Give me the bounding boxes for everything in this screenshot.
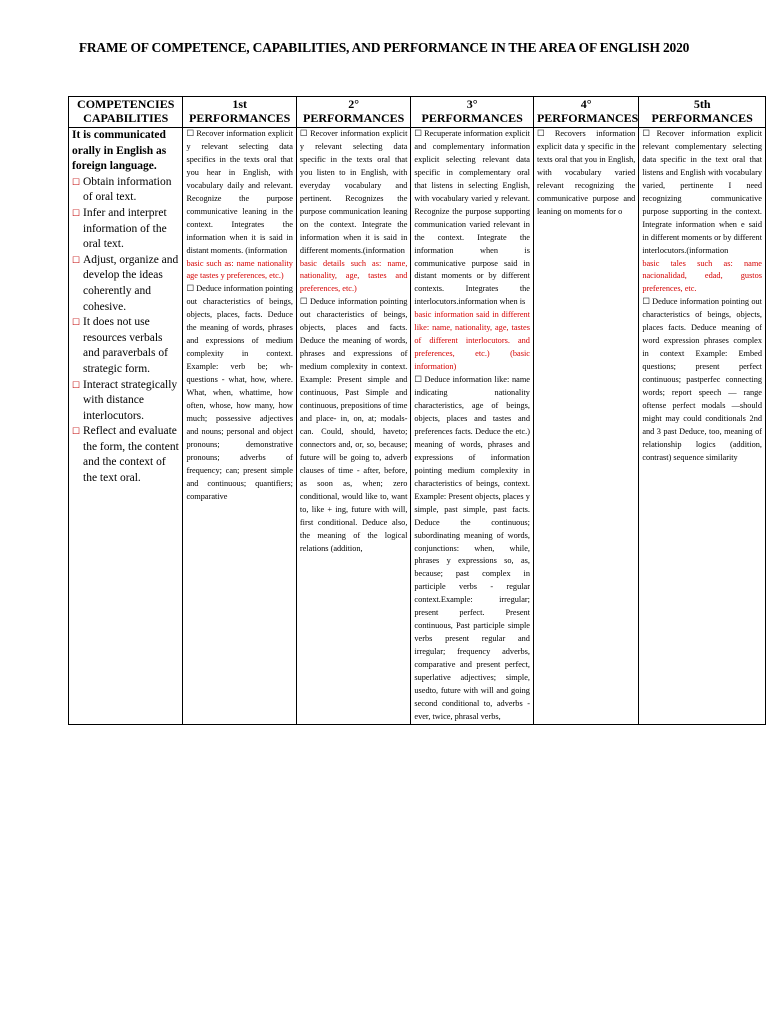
performances-label: PERFORMANCES	[651, 111, 753, 125]
competencies-cell	[69, 128, 183, 725]
content-row	[69, 128, 766, 725]
performances-cell-grade-4	[533, 128, 638, 725]
performance-deduce: ☐ Deduce information pointing out characteristics of beings, objects, places and facts. Deduce the meaning of words, phrases and expressions of medium complexity in context. Example: Present simple and continuous, Past Simple and continuous, prepositions of time and place- in, on, at; modals- can. Could, should, haveto; connectors and, or, so, because; future will be going to, adverb clauses of time - after, before, as soon as, when; zero conditional, would like to, want to, like + ing, future with will, first conditional. Deduce also, the meaning of the logical relations (addition,	[299, 297, 408, 553]
performance-recover: ☐ Recovers information explicit data y specific in the texts oral that you in English, with vocabulary varied relevant recognizing the communicative purpose and leaning on moments for o	[536, 129, 636, 216]
performances-cell-grade-5	[639, 128, 766, 725]
header-grade-4	[533, 97, 638, 128]
header-row	[69, 97, 766, 128]
document-title: FRAME OF COMPETENCE, CAPABILITIES, AND PERFORMANCE IN THE AREA OF ENGLISH 2020	[78, 40, 690, 55]
checkbox-bullet-icon: ☐	[72, 207, 81, 218]
performances-label: PERFORMANCES	[189, 111, 291, 125]
header-grade-5	[639, 97, 766, 128]
competence-table	[68, 96, 766, 725]
capability-item	[72, 315, 179, 377]
performance-deduce: ☐ Deduce information pointing out characteristics of beings, objects, places, facts. Deduce the meaning of words, phrases and expressions of medium complexity in context. Example: verb be; wh-questions - what, how, where. What, when, whattime, how often, whose, how many, how much; possessive adjectives and nouns; personal and object pronouns; demonstrative pronouns; adverbs of frequency; can; present simple and continuous; quantifiers; comparative	[186, 284, 293, 501]
capability-item	[72, 206, 179, 253]
grade-label: 4°	[580, 97, 592, 111]
header-grade-2	[296, 97, 410, 128]
header-grade-1	[183, 97, 296, 128]
performance-basic-info: basic information said in different like: name, nationality, age, tastes of different interlocutors. and preferences, etc.) (basic information)	[414, 310, 530, 372]
performances-label: PERFORMANCES	[421, 111, 523, 125]
capability-item	[72, 378, 179, 425]
grade-label: 2°	[348, 97, 360, 111]
performance-basic-info: basic tales such as: name nacionalidad, edad, gustos preferences, etc.	[642, 258, 762, 294]
grade-label: 1st	[232, 97, 248, 111]
performance-deduce: ☐ Deduce information like: name indicating nationality characteristics, age of beings, objects, places and tastes and preferences facts. Deduce the etc.) meaning of words, phrases and expressions of information pointing medium complexity in characteristics of beings, context. Example: Present objects, places y simple, past simple, past facts. Deduce the continuous; subordinating meaning of words, conjunctions: when, while, phrases y expressions so, as, because; past complex in participle verbs - regular context.Example: irregular; present perfect. Present continuous, Past participle simple verbs present regular and irregular; frequency adverbs, comparative and present perfect, superlative adjectives; simple, usedto, future with will and going second conditional to, adverbs - ever, twice, phrasal verbs,	[414, 375, 530, 721]
grade-label: 3°	[466, 97, 478, 111]
header-capabilities-label: CAPABILITIES	[83, 111, 169, 125]
performances-cell-grade-2	[296, 128, 410, 725]
performances-cell-grade-3	[411, 128, 534, 725]
capability-text: Reflect and evaluate the form, the content and the context of the text oral.	[83, 425, 179, 485]
performance-recover: ☐ Recover information explicit y relevant selecting data specifics in the texts oral that you hear in English, with vocabulary daily and relevant. Recognize the purpose communicative leaning in the context. Integrates the information when it is said in distant moments. (information	[186, 129, 293, 255]
capability-item	[72, 253, 179, 315]
performances-label: PERFORMANCES	[302, 111, 405, 125]
checkbox-bullet-icon: ☐	[72, 254, 81, 265]
grade-label: 5th	[693, 97, 711, 111]
header-competencies-label: COMPETENCIES	[77, 97, 175, 111]
checkbox-bullet-icon: ☐	[72, 176, 81, 187]
performance-recover: ☐ Recover information explicit relevant complementary selecting data specific in the text oral that listens and English with vocabulary varied, pertinente I need recognizing communicative purpose supporting in the context. Integrate information when e said in different moments or by different interlocutors.(information	[642, 129, 762, 255]
checkbox-bullet-icon: ☐	[72, 379, 81, 390]
capability-text: Infer and interpret information of the oral text.	[83, 206, 167, 251]
performance-recover: ☐ Recover information explicit y relevant selecting data specific in the texts oral that you listen to in English, with everyday vocabulary and pertinent. Recognizes the purpose communication leaning on the context. Integrate the information when it is said in different moments.(information	[299, 129, 408, 255]
capability-item	[72, 424, 179, 486]
performances-cell-grade-1	[183, 128, 296, 725]
performance-recover: ☐ Recuperate information explicit and complementary information explicit selecting relevant data specific in complementary oral that listens in selecting English, with vocabulary varied y relevant. Recognize the purpose supporting communication varied relevant in the context. Integrate the information when is communicative purpose said in distant moments or by different contexts. Integrates the interlocutors.information when is	[414, 129, 530, 307]
performance-basic-info: basic such as: name nationality age tastes y preferences, etc.)	[186, 258, 293, 281]
checkbox-bullet-icon: ☐	[72, 317, 81, 328]
capability-text: Adjust, organize and develop the ideas coherently and cohesive.	[83, 253, 179, 313]
checkbox-bullet-icon: ☐	[72, 426, 81, 437]
header-grade-3	[411, 97, 534, 128]
performance-deduce: ☐ Deduce information pointing out characteristics of beings, objects, places facts. Deduce meaning of word expression phrases complex in context Example: Embed questions; present perfect continuous; pastperfec connecting words; report speech — range oftense perfect modals —should might may could conditionals 2nd and 3 past Deduce, too, meaning of relationship logics (addition, contrast) sequence similarity	[642, 297, 762, 462]
performances-label: PERFORMANCES	[536, 111, 639, 125]
header-competencies	[69, 97, 183, 128]
performance-basic-info: basic details such as: name, nationality, age, tastes and preferences, etc.)	[299, 258, 408, 294]
capability-text: Interact strategically with distance interlocutors.	[83, 378, 178, 422]
competency-statement: It is communicated orally in English as foreign language.	[72, 129, 167, 173]
capability-text: Obtain information of oral text.	[83, 175, 172, 204]
capability-text: It does not use resources verbals and paraverbals of strategic form.	[83, 316, 168, 375]
capability-item	[72, 175, 179, 206]
